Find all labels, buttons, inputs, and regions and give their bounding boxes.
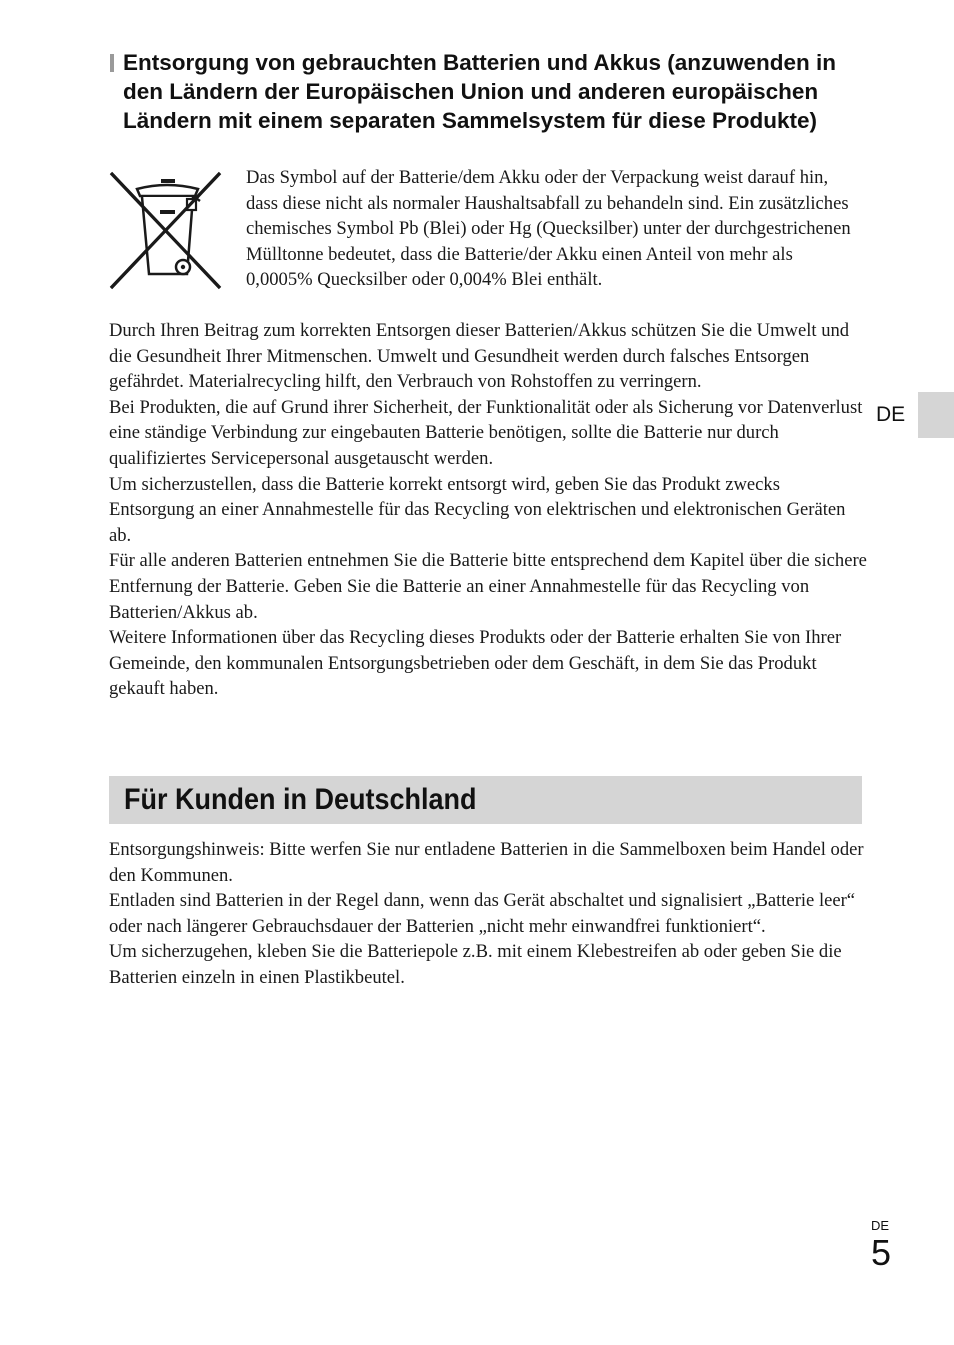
intro-paragraph: Das Symbol auf der Batterie/dem Akku oder der Verpackung weist darauf hin, dass diese nicht als normaler Haushaltsabfall zu behandeln sind. Ein zusätzliches chemisches Symbol Pb (Blei) oder Hg (Quecksilber) unter der durchgestrichenen Mülltonne bedeutet, dass die Batterie/der Akku einen Anteil von mehr als 0,0005% Quecksilber oder 0,004% Blei enthält.	[246, 167, 851, 291]
language-tab	[918, 392, 954, 438]
section-title	[110, 48, 870, 135]
section-title-text: Entsorgung von gebrauchten Batterien und Akkus (anzuwenden in den Ländern der Europäischen Union und anderen europäischen Ländern mit einem separaten Sammelsystem für diese Produkte)	[123, 50, 836, 133]
section-body	[109, 318, 869, 702]
germany-heading: Für Kunden in Deutschland	[124, 783, 477, 816]
body-paragraph: Für alle anderen Batterien entnehmen Sie die Batterie bitte entsprechend dem Kapitel über die sichere Entfernung der Batterie. Geben Sie die Batterie an einer Annahmestelle für das Recycling von Batterien/Akkus ab.	[109, 550, 867, 623]
body-paragraph: Bei Produkten, die auf Grund ihrer Sicherheit, der Funktionalität oder als Sicherung vor Datenverlust eine ständige Verbindung zur eingebauten Batterie benötigen, sollte die Batterie nur durch qualifiziertes Servicepersonal ausgetauscht werden.	[109, 396, 863, 469]
section-marker	[110, 54, 114, 72]
language-tab-label: DE	[876, 403, 906, 426]
body-paragraph: Weitere Informationen über das Recycling dieses Produkts oder der Batterie erhalten Sie von Ihrer Gemeinde, den kommunalen Entsorgungsbetrieben oder dem Geschäft, in dem Sie das Produkt gekauft haben.	[109, 627, 842, 700]
body-paragraph: Entladen sind Batterien in der Regel dann, wenn das Gerät abschaltet und signalisiert „Batterie leer“ oder nach längerer Gebrauchsdauer der Batterien „nicht mehr einwandfrei funktioniert“.	[109, 890, 856, 937]
body-paragraph: Um sicherzugehen, kleben Sie die Batteriepole z.B. mit einem Klebestreifen ab oder geben Sie die Batterien einzeln in einen Plastikbeutel.	[109, 941, 842, 988]
page-number: 5	[871, 1232, 892, 1273]
crossed-out-wheelie-bin-icon	[107, 169, 223, 291]
germany-body	[109, 837, 869, 991]
body-paragraph: Um sicherzustellen, dass die Batterie korrekt entsorgt wird, geben Sie das Produkt zwecks Entsorgung an einer Annahmestelle für das Recycling von elektrischen und elektronischen Geräten ab.	[109, 473, 846, 546]
germany-heading-bar	[109, 776, 862, 824]
footer-language: DE	[871, 1218, 890, 1233]
body-paragraph: Entsorgungshinweis: Bitte werfen Sie nur entladene Batterien in die Sammelboxen beim Handel oder den Kommunen.	[109, 839, 864, 886]
body-paragraph: Durch Ihren Beitrag zum korrekten Entsorgen dieser Batterien/Akkus schützen Sie die Umwelt und die Gesundheit Ihrer Mitmenschen. Umwelt und Gesundheit werden durch falsches Entsorgen gefährdet. Materialrecycling hilft, den Verbrauch von Rohstoffen zu verringern.	[109, 320, 850, 393]
